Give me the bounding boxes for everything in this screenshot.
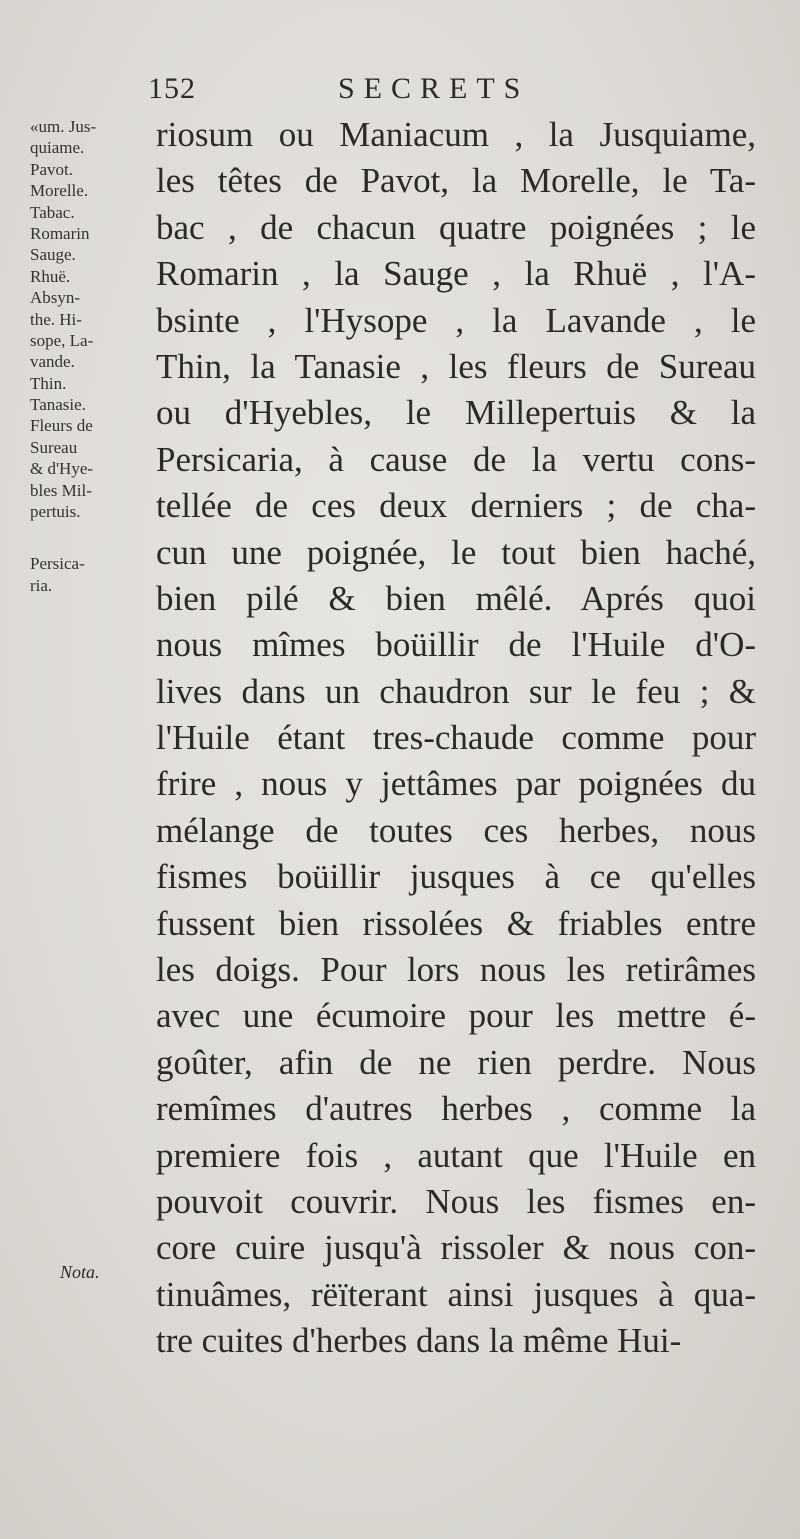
margin-note-line: Sauge. [30,245,76,265]
text-line: avec une écumoire pour les mettre é- [156,996,756,1036]
text-line: les têtes de Pavot, la Morelle, le Ta- [156,161,756,201]
running-title: SECRETS [338,72,530,105]
text-line: cun une poignée, le tout bien haché, [156,532,756,572]
text-line: bien pilé & bien mêlé. Aprés quoi [156,578,756,618]
text-line: tre cuites d'herbes dans la même Hui- [156,1321,682,1361]
margin-note-line: ria. [30,575,53,595]
page-number: 152 [148,72,196,105]
text-line: remîmes d'autres herbes , comme la [156,1089,756,1129]
margin-note-line: Tabac. [30,202,75,222]
body-text [156,112,756,1365]
margin-note-line: sope, La- [30,330,94,350]
text-line: core cuire jusqu'à rissoler & nous con- [156,1228,756,1268]
margin-note-line: Sureau [30,437,78,457]
margin-note-line: & d'Hye- [30,459,94,479]
margin-notes [30,116,154,596]
margin-note-line: Tanasie. [30,395,86,415]
margin-note-line: Pavot. [30,159,73,179]
text-line: tinuâmes, rëïterant ainsi jusques à qua- [156,1274,756,1314]
text-line: bac , de chacun quatre poignées ; le [156,207,756,247]
text-line: frire , nous y jettâmes par poignées du [156,764,756,804]
catchword: Nota. [60,1262,100,1282]
margin-note-line: Romarin [30,223,90,243]
text-line: Persicaria, à cause de la vertu cons- [156,439,756,479]
margin-note-line: «um. Jus- [30,117,97,136]
margin-note-line: bles Mil- [30,480,92,500]
text-line: riosum ou Maniacum , la Jusquiame, [156,115,756,154]
text-line: lives dans un chaudron sur le feu ; & [156,671,756,711]
margin-note-line: the. Hi- [30,309,82,329]
text-line: l'Huile étant tres-chaude comme pour [156,718,756,758]
text-line: ou d'Hyebles, le Millepertuis & la [156,393,756,433]
page-header [148,72,578,112]
text-line: tellée de ces deux derniers ; de cha- [156,486,756,526]
text-line: les doigs. Pour lors nous les retirâmes [156,950,756,990]
margin-note-line: pertuis. [30,502,81,522]
margin-note-line: Thin. [30,373,67,393]
margin-note-line: Fleurs de [30,416,93,436]
text-line: Romarin , la Sauge , la Rhuë , l'A- [156,254,756,294]
text-line: goûter, afin de ne rien perdre. Nous [156,1042,756,1082]
margin-note-line: Absyn- [30,288,81,308]
text-line: pouvoit couvrir. Nous les fismes en- [156,1181,756,1221]
text-line: Thin, la Tanasie , les fleurs de Sureau [156,346,756,386]
text-line: fismes boüillir jusques à ce qu'elles [156,857,756,897]
margin-note-line: Persica- [30,554,85,574]
text-line: bsinte , l'Hysope , la Lavande , le [156,300,756,340]
margin-note-line: Morelle. [30,181,89,201]
text-line: premiere fois , autant que l'Huile en [156,1135,756,1175]
margin-note-line: quiame. [30,138,85,158]
text-line: nous mîmes boüillir de l'Huile d'O- [156,625,756,665]
text-line: mélange de toutes ces herbes, nous [156,810,756,850]
text-line: fussent bien rissolées & friables entre [156,903,756,943]
margin-note-line: vande. [30,352,75,372]
margin-note-line: Rhuë. [30,266,71,286]
